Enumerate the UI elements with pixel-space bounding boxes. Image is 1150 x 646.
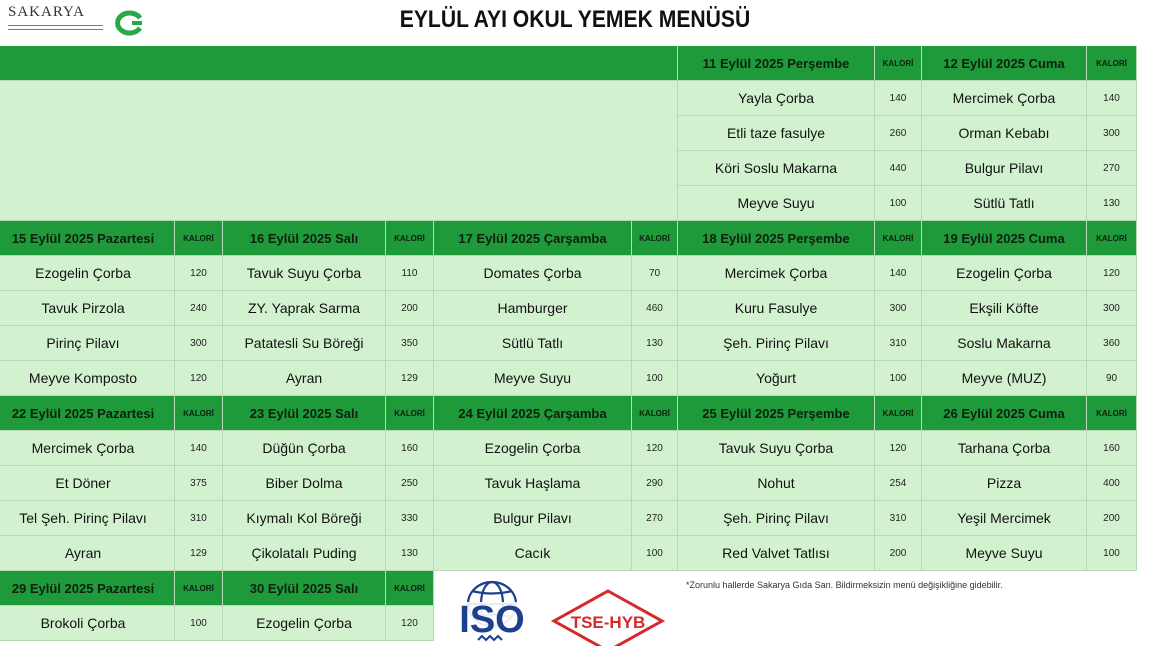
- kalori-value: 200: [386, 291, 434, 326]
- page-header: [0, 0, 1150, 46]
- kalori-value: 200: [1087, 501, 1137, 536]
- kalori-value: 160: [1087, 431, 1137, 466]
- dish-cell: Patatesli Su Böreği: [223, 326, 386, 361]
- dish-cell: Biber Dolma: [223, 466, 386, 501]
- day-header: 22 Eylül 2025 Pazartesi: [0, 396, 175, 431]
- dish-cell: Orman Kebabı: [922, 116, 1087, 151]
- dish-cell: Yeşil Mercimek: [922, 501, 1087, 536]
- kalori-header: KALORİ: [386, 396, 434, 431]
- kalori-value: 300: [1087, 291, 1137, 326]
- kalori-value: 310: [175, 501, 223, 536]
- kalori-value: 300: [875, 291, 922, 326]
- kalori-header: KALORİ: [175, 571, 223, 606]
- dish-cell: Tarhana Çorba: [922, 431, 1087, 466]
- iso-logo-icon: [442, 574, 542, 646]
- dish-cell: Çikolatalı Puding: [223, 536, 386, 571]
- kalori-header: KALORİ: [1087, 396, 1137, 431]
- kalori-header: KALORİ: [386, 221, 434, 256]
- kalori-header: KALORİ: [1087, 221, 1137, 256]
- disclaimer-note: *Zorunlu hallerde Sakarya Gıda San. Bildirmeksizin menü değişikliğine gidebilir.: [686, 580, 1003, 590]
- kalori-value: 310: [875, 501, 922, 536]
- dish-cell: Yoğurt: [678, 361, 875, 396]
- kalori-value: 129: [386, 361, 434, 396]
- dish-cell: Pirinç Pilavı: [0, 326, 175, 361]
- dish-cell: Sütlü Tatlı: [922, 186, 1087, 221]
- dish-cell: Tavuk Suyu Çorba: [678, 431, 875, 466]
- kalori-value: 330: [386, 501, 434, 536]
- day-header: 18 Eylül 2025 Perşembe: [678, 221, 875, 256]
- day-header: 11 Eylül 2025 Perşembe: [678, 46, 875, 81]
- dish-cell: Meyve Komposto: [0, 361, 175, 396]
- kalori-header: KALORİ: [175, 396, 223, 431]
- dish-cell: Ezogelin Çorba: [434, 431, 632, 466]
- dish-cell: Pizza: [922, 466, 1087, 501]
- kalori-value: 70: [632, 256, 678, 291]
- kalori-value: 250: [386, 466, 434, 501]
- kalori-value: 440: [875, 151, 922, 186]
- kalori-value: 140: [875, 81, 922, 116]
- kalori-value: 375: [175, 466, 223, 501]
- kalori-header: KALORİ: [875, 46, 922, 81]
- dish-cell: Domates Çorba: [434, 256, 632, 291]
- kalori-value: 100: [1087, 536, 1137, 571]
- dish-cell: Düğün Çorba: [223, 431, 386, 466]
- dish-cell: Meyve Suyu: [922, 536, 1087, 571]
- kalori-value: 140: [1087, 81, 1137, 116]
- dish-cell: Meyve Suyu: [678, 186, 875, 221]
- kalori-value: 120: [875, 431, 922, 466]
- dish-cell: Red Valvet Tatlısı: [678, 536, 875, 571]
- kalori-value: 120: [386, 606, 434, 641]
- company-logo-text: SAKARYA: [8, 4, 86, 20]
- day-header: 30 Eylül 2025 Salı: [223, 571, 386, 606]
- dish-cell: Tavuk Suyu Çorba: [223, 256, 386, 291]
- tse-logo-icon: [548, 588, 668, 646]
- kalori-header: KALORİ: [632, 221, 678, 256]
- dish-cell: Soslu Makarna: [922, 326, 1087, 361]
- kalori-value: 120: [175, 361, 223, 396]
- kalori-value: 254: [875, 466, 922, 501]
- kalori-value: 270: [632, 501, 678, 536]
- kalori-header: KALORİ: [632, 396, 678, 431]
- dish-cell: Ezogelin Çorba: [0, 256, 175, 291]
- dish-cell: Cacık: [434, 536, 632, 571]
- dish-cell: Ekşili Köfte: [922, 291, 1087, 326]
- dish-cell: Ayran: [223, 361, 386, 396]
- kalori-value: 110: [386, 256, 434, 291]
- dish-cell: Köri Soslu Makarna: [678, 151, 875, 186]
- dish-cell: Bulgur Pilavı: [922, 151, 1087, 186]
- kalori-value: 129: [175, 536, 223, 571]
- kalori-value: 130: [386, 536, 434, 571]
- page-title: EYLÜL AYI OKUL YEMEK MENÜSÜ: [399, 6, 751, 33]
- kalori-value: 350: [386, 326, 434, 361]
- dish-cell: Tavuk Haşlama: [434, 466, 632, 501]
- day-header: 25 Eylül 2025 Perşembe: [678, 396, 875, 431]
- kalori-value: 130: [632, 326, 678, 361]
- dish-cell: Mercimek Çorba: [922, 81, 1087, 116]
- kalori-value: 360: [1087, 326, 1137, 361]
- day-header: 23 Eylül 2025 Salı: [223, 396, 386, 431]
- dish-cell: Nohut: [678, 466, 875, 501]
- day-header: 12 Eylül 2025 Cuma: [922, 46, 1087, 81]
- kalori-value: 310: [875, 326, 922, 361]
- dish-cell: Sütlü Tatlı: [434, 326, 632, 361]
- kalori-header: KALORİ: [875, 396, 922, 431]
- dish-cell: Kuru Fasulye: [678, 291, 875, 326]
- day-header: 16 Eylül 2025 Salı: [223, 221, 386, 256]
- day-header: 24 Eylül 2025 Çarşamba: [434, 396, 632, 431]
- dish-cell: Brokoli Çorba: [0, 606, 175, 641]
- kalori-value: 290: [632, 466, 678, 501]
- kalori-value: 120: [175, 256, 223, 291]
- kalori-value: 140: [175, 431, 223, 466]
- kalori-value: 260: [875, 116, 922, 151]
- dish-cell: Hamburger: [434, 291, 632, 326]
- dish-cell: Ezogelin Çorba: [223, 606, 386, 641]
- week1-header-bar: [0, 46, 678, 81]
- dish-cell: Mercimek Çorba: [678, 256, 875, 291]
- iso-label: ISO: [459, 599, 525, 641]
- kalori-header: KALORİ: [175, 221, 223, 256]
- kalori-header: KALORİ: [386, 571, 434, 606]
- dish-cell: Tavuk Pirzola: [0, 291, 175, 326]
- kalori-value: 100: [875, 361, 922, 396]
- kalori-header: KALORİ: [875, 221, 922, 256]
- kalori-value: 120: [632, 431, 678, 466]
- kalori-value: 130: [1087, 186, 1137, 221]
- dish-cell: Tel Şeh. Pirinç Pilavı: [0, 501, 175, 536]
- kalori-value: 200: [875, 536, 922, 571]
- kalori-value: 100: [632, 536, 678, 571]
- dish-cell: Mercimek Çorba: [0, 431, 175, 466]
- kalori-value: 300: [175, 326, 223, 361]
- kalori-value: 100: [632, 361, 678, 396]
- kalori-value: 270: [1087, 151, 1137, 186]
- dish-cell: Meyve Suyu: [434, 361, 632, 396]
- dish-cell: Ezogelin Çorba: [922, 256, 1087, 291]
- dish-cell: Bulgur Pilavı: [434, 501, 632, 536]
- dish-cell: Kıymalı Kol Böreği: [223, 501, 386, 536]
- day-header: 17 Eylül 2025 Çarşamba: [434, 221, 632, 256]
- dish-cell: ZY. Yaprak Sarma: [223, 291, 386, 326]
- day-header: 19 Eylül 2025 Cuma: [922, 221, 1087, 256]
- kalori-value: 140: [875, 256, 922, 291]
- kalori-value: 100: [175, 606, 223, 641]
- kalori-value: 120: [1087, 256, 1137, 291]
- dish-cell: Şeh. Pirinç Pilavı: [678, 501, 875, 536]
- kalori-value: 300: [1087, 116, 1137, 151]
- tse-label: TSE-HYB: [570, 613, 646, 632]
- kalori-value: 400: [1087, 466, 1137, 501]
- day-header: 29 Eylül 2025 Pazartesi: [0, 571, 175, 606]
- kalori-value: 100: [875, 186, 922, 221]
- kalori-value: 160: [386, 431, 434, 466]
- day-header: 15 Eylül 2025 Pazartesi: [0, 221, 175, 256]
- dish-cell: Etli taze fasulye: [678, 116, 875, 151]
- week1-empty-area: [0, 81, 678, 221]
- kalori-value: 460: [632, 291, 678, 326]
- day-header: 26 Eylül 2025 Cuma: [922, 396, 1087, 431]
- dish-cell: Et Döner: [0, 466, 175, 501]
- kalori-value: 90: [1087, 361, 1137, 396]
- kalori-header: KALORİ: [1087, 46, 1137, 81]
- dish-cell: Yayla Çorba: [678, 81, 875, 116]
- dish-cell: Şeh. Pirinç Pilavı: [678, 326, 875, 361]
- dish-cell: Meyve (MUZ): [922, 361, 1087, 396]
- dish-cell: Ayran: [0, 536, 175, 571]
- kalori-value: 240: [175, 291, 223, 326]
